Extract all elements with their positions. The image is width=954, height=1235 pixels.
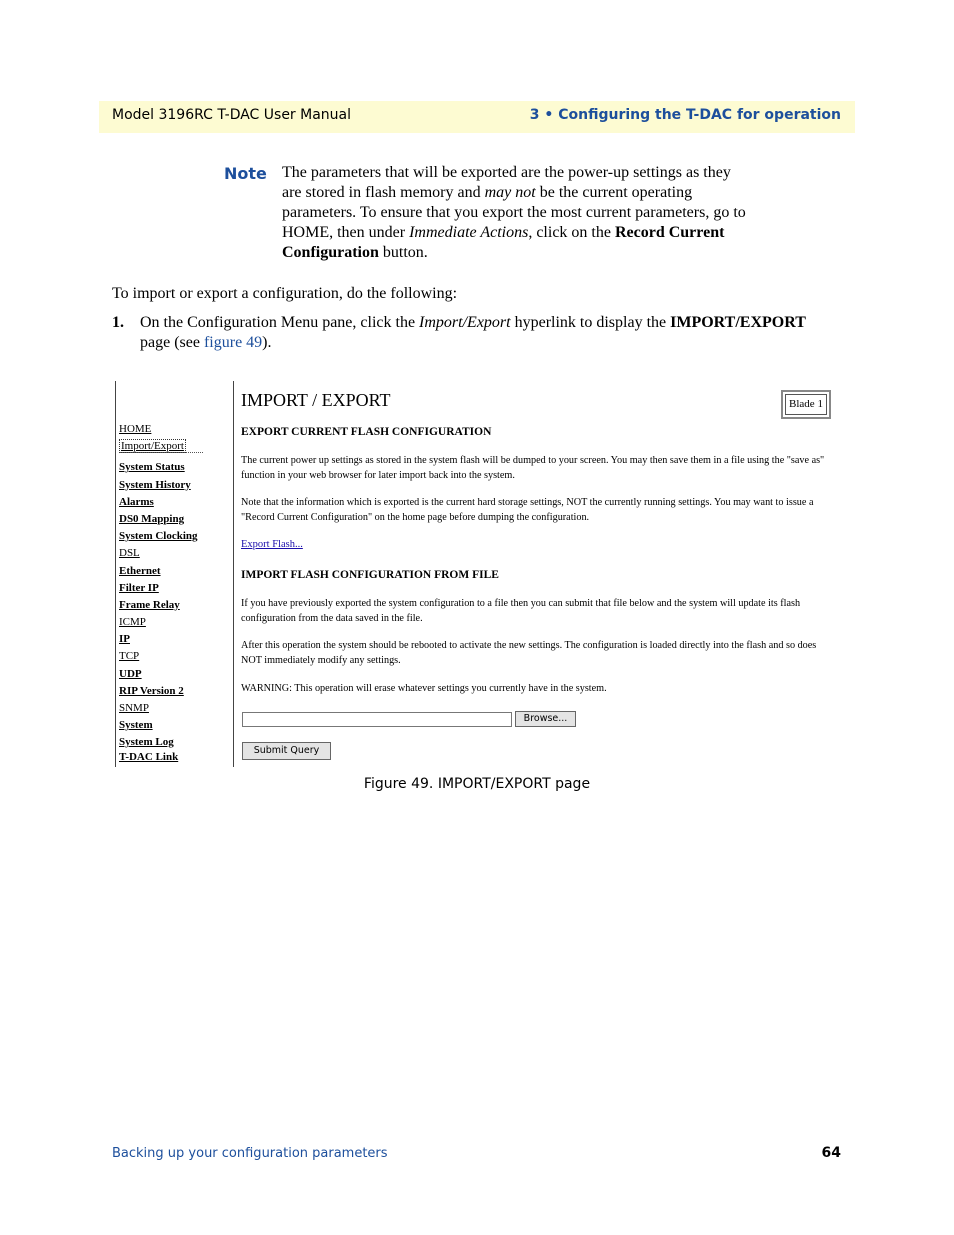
file-path-input[interactable] xyxy=(242,712,512,727)
nav-link-dsl[interactable]: DSL xyxy=(119,547,140,560)
page-number: 64 xyxy=(821,1145,841,1161)
nav-link-filter-ip[interactable]: Filter IP xyxy=(119,581,159,594)
browse-button[interactable]: Browse... xyxy=(515,711,576,727)
nav-link-icmp[interactable]: ICMP xyxy=(119,616,146,629)
nav-link-system-history[interactable]: System History xyxy=(119,478,191,491)
manual-title: Model 3196RC T-DAC User Manual xyxy=(112,107,352,123)
export-heading: EXPORT CURRENT FLASH CONFIGURATION xyxy=(241,426,492,438)
intro-paragraph: To import or export a configuration, do the following: xyxy=(112,285,458,302)
config-menu-pane xyxy=(119,421,231,752)
nav-link-home[interactable]: HOME xyxy=(119,423,152,435)
nav-link-frame-relay[interactable]: Frame Relay xyxy=(119,598,180,611)
figure-link[interactable]: figure 49 xyxy=(203,334,263,351)
nav-link-rip-version-2[interactable]: RIP Version 2 xyxy=(119,684,184,697)
submit-query-button[interactable]: Submit Query xyxy=(242,742,331,760)
nav-link-udp[interactable]: UDP xyxy=(119,667,142,680)
import-warning: WARNING: This operation will erase whatever settings you currently have in the system. xyxy=(241,683,607,694)
export-note: Note that the information which is exported is the current hard storage settings, NOT the currently running settings. You may want to issue a "Record Current Configuration" on the home page before dumping the configuration. xyxy=(241,497,814,523)
blade-button[interactable] xyxy=(781,390,831,419)
chapter-title: 3 • Configuring the T-DAC for operation xyxy=(529,107,841,123)
nav-link-system-status[interactable]: System Status xyxy=(119,461,185,474)
step-text: On the Configuration Menu pane, click the Import/Export hyperlink to display the IMPORT/EXPORT page (see figure 49). xyxy=(140,314,806,351)
frame-divider-left xyxy=(115,381,116,767)
note-text: The parameters that will be exported are the power-up settings as they are stored in flash memory and may not be the current operating parameters. To ensure that you export the most current parameters, go to HOME, then under Immediate Actions, click on the Record Current Configuration button. xyxy=(282,164,746,261)
note-label: Note xyxy=(224,164,267,183)
page-title: IMPORT / EXPORT xyxy=(241,390,391,410)
nav-link-tcp[interactable]: TCP xyxy=(119,650,140,663)
export-description: The current power up settings as stored in the system flash will be dumped to your screen. You may then save them in a file using the "save as" function in your web browser for later import back into the system. xyxy=(241,455,825,481)
nav-link-snmp[interactable]: SNMP xyxy=(119,702,149,714)
nav-link-ds0-mapping[interactable]: DS0 Mapping xyxy=(119,512,185,525)
nav-link-ip[interactable]: IP xyxy=(119,633,130,646)
footer-section-title: Backing up your configuration parameters xyxy=(112,1146,388,1161)
frame-divider xyxy=(233,381,234,767)
import-heading: IMPORT FLASH CONFIGURATION FROM FILE xyxy=(241,569,499,581)
import-note: After this operation the system should be rebooted to activate the new settings. The configuration is loaded directly into the flash and so does NOT immediately modify any settings. xyxy=(241,640,817,666)
nav-link-ethernet[interactable]: Ethernet xyxy=(119,564,161,577)
nav-link-system-clocking[interactable]: System Clocking xyxy=(119,530,198,543)
step-number: 1. xyxy=(112,314,124,331)
nav-link-system[interactable]: System xyxy=(119,719,153,732)
nav-link-tdac-link-clipped[interactable]: T-DAC Link xyxy=(119,751,179,763)
nav-link-import-export[interactable]: Import/Export xyxy=(121,440,184,453)
figure-caption: Figure 49. IMPORT/EXPORT page xyxy=(363,776,591,792)
blade-label: Blade 1 xyxy=(785,394,827,415)
import-description: If you have previously exported the system configuration to a file then you can submit that file below and the system will update its flash configuration from the data saved in the file. xyxy=(241,598,801,624)
export-flash-link[interactable]: Export Flash... xyxy=(241,539,303,550)
nav-link-system-log[interactable]: System Log xyxy=(119,736,174,749)
nav-link-alarms[interactable]: Alarms xyxy=(119,495,154,508)
